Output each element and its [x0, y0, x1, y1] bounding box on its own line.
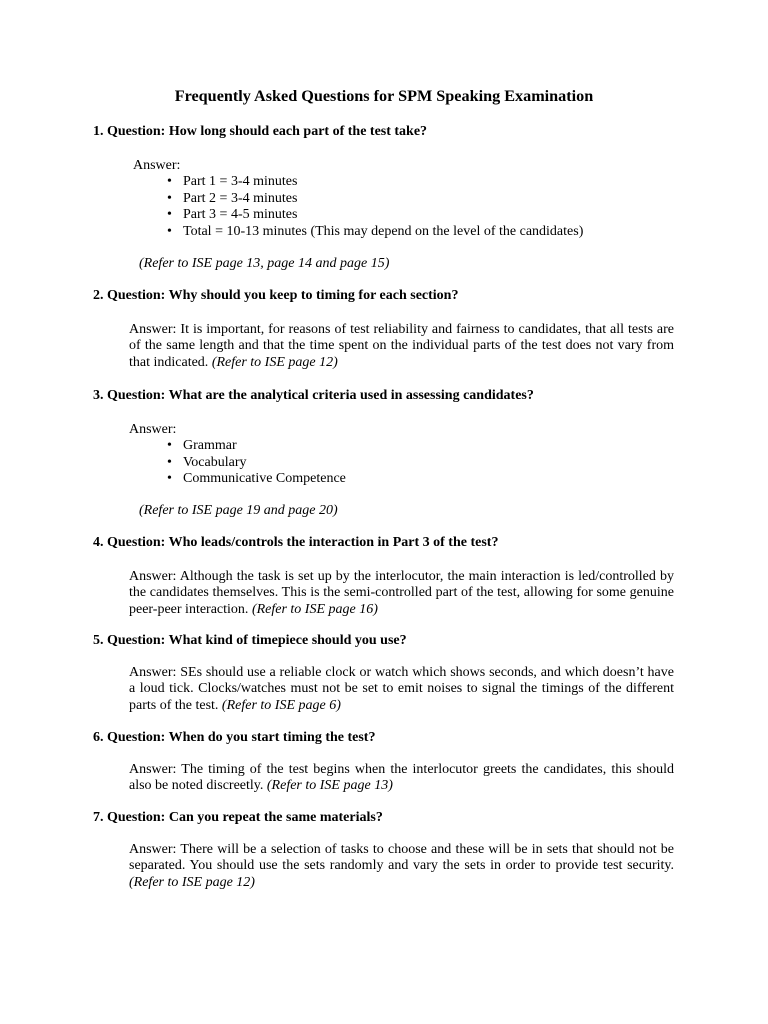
- answer-label-1: Answer:: [133, 157, 181, 173]
- list-item: • Vocabulary: [165, 455, 683, 472]
- reference-2: (Refer to ISE page 12): [211, 354, 338, 370]
- answer-3-list: [93, 438, 683, 488]
- answer-7-text: Answer: There will be a selection of tasks to choose and these will be in sets that should not be separated. You should use the sets randomly and vary the sets in order to provide test security.: [129, 841, 674, 873]
- list-item: • Part 3 = 4-5 minutes: [165, 207, 683, 224]
- faq-item-3: [93, 388, 683, 519]
- question-3: 3. Question: What are the analytical criteria used in assessing candidates?: [93, 388, 534, 403]
- answer-1-list: [93, 174, 683, 240]
- list-item: • Total = 10-13 minutes (This may depend on the level of the candidates): [165, 224, 683, 241]
- answer-2-text: Answer: It is important, for reasons of test reliability and fairness to candidates, that all tests are of the same length and that the time spent on the individual parts of the test does not vary from that indicated.: [129, 321, 674, 370]
- answer-label-3: Answer:: [129, 421, 177, 437]
- answer-4: [129, 569, 674, 619]
- faq-item-5: [93, 633, 683, 714]
- answer-6: [129, 762, 674, 795]
- question-1: 1. Question: How long should each part of the test take?: [93, 124, 428, 139]
- reference-4: (Refer to ISE page 16): [251, 601, 378, 617]
- question-6: 6. Question: When do you start timing the test?: [93, 730, 376, 745]
- answer-7: [129, 842, 674, 892]
- answer-6-text: Answer: The timing of the test begins when the interlocutor greets the candidates, this should also be noted discreetly.: [129, 761, 674, 793]
- reference-3: (Refer to ISE page 19 and page 20): [139, 502, 338, 518]
- answer-2: [129, 322, 674, 372]
- question-4: 4. Question: Who leads/controls the interaction in Part 3 of the test?: [93, 535, 499, 550]
- question-7: 7. Question: Can you repeat the same materials?: [93, 810, 383, 825]
- question-2: 2. Question: Why should you keep to timing for each section?: [93, 288, 459, 303]
- faq-item-7: [93, 810, 683, 891]
- page-title: Frequently Asked Questions for SPM Speaking Examination: [174, 87, 594, 105]
- faq-item-4: [93, 535, 683, 618]
- list-item: • Part 2 = 3-4 minutes: [165, 191, 683, 208]
- reference-1: (Refer to ISE page 13, page 14 and page 15): [139, 256, 390, 271]
- answer-4-text: Answer: Although the task is set up by the interlocutor, the main interaction is led/controlled by the candidates themselves. This is the semi-controlled part of the test, allowing for some genuine peer-peer interaction.: [129, 568, 674, 617]
- faq-item-2: [93, 288, 683, 371]
- question-5: 5. Question: What kind of timepiece should you use?: [93, 633, 407, 648]
- reference-5: (Refer to ISE page 6): [221, 697, 341, 713]
- faq-item-1: [93, 124, 683, 273]
- answer-5: [129, 665, 674, 715]
- answer-5-text: Answer: SEs should use a reliable clock or watch which shows seconds, and which doesn’t have a loud tick. Clocks/watches must not be set to emit noises to signal the timings of the different parts of the test.: [129, 664, 674, 713]
- list-item: • Grammar: [165, 438, 683, 455]
- list-item: • Part 1 = 3-4 minutes: [165, 174, 683, 191]
- reference-6: (Refer to ISE page 13): [266, 778, 393, 793]
- reference-7: (Refer to ISE page 12): [129, 874, 255, 890]
- faq-item-6: [93, 730, 683, 795]
- list-item: • Communicative Competence: [165, 471, 683, 488]
